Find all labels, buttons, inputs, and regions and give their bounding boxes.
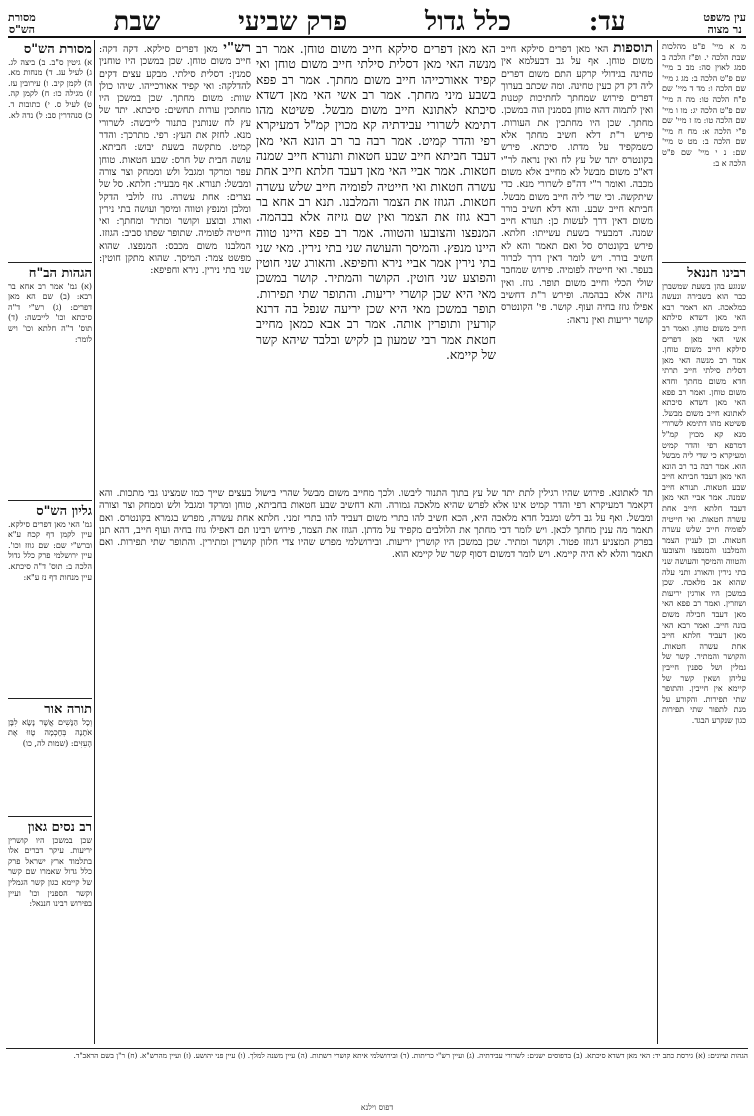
rabbeinu-chananel-title: רבינו חננאל xyxy=(687,266,746,281)
divider xyxy=(8,500,92,501)
page-header xyxy=(8,6,746,38)
chapter-name: כלל גדול xyxy=(424,7,511,37)
torah-ohr-title: תורה אור xyxy=(44,702,92,717)
footnotes-text: הגהות וציונים: (א) גירסת כתב יד: האי מאן דשדא סיכתא. (ב) בדפוסים ישנים: לשרורי עבידתיה. (ג) ועיין רש"י כריתות. (ד) ובירושלמי איתא קושרי רשתות. (ה) עיין משנה למלך. (ו) עיין פני יהושע. (ז) ועיין מהרש"א. (ח) ר"ן בשם הראב"ד. xyxy=(73,1051,748,1060)
hagahot-habach-column xyxy=(8,266,92,496)
ein-mishpat-text: מ א מיי' פ"ט מהלכות שבת הלכה י. ופ"ז הלכה ב סמג לאוין סה: מב ב מיי' שם פ"ט הלכה ב: מג ג מיי' שם הלכה ו: מד ד מיי' שם פ"ח הלכה טו: מה ה מיי' שם פ"ט הלכה יג: מו ו מיי' שם הלכה טו: מז ז מיי' שם פ"י הלכה א: מח ח מיי' שם הלכה ב: מט ט מיי' שם: נ י מיי' שם פ"ט הלכה א ב: xyxy=(662,42,746,168)
gilyon-hashas-title: גליון הש"ס xyxy=(36,504,92,519)
divider xyxy=(8,262,92,263)
hagahot-habach-title: הגהות הב"ח xyxy=(28,266,92,281)
gemara-text: הא מאן דפרים סילקא חייב משום טוחן. אמר רב מנשה האי מאן דסלית סילתי חייב משום טוחן ואי קפיד אאורכייהו חייב משום מחתך. אמר רב פפא בשבע מיני מחתך. אמר רב אשי האי מאן דשדא סיכתא לאתונא חייב משום מבשל. פשיטא מהו דתימא לשרורי עבידתיה קא מכוין קמ"ל דמעיקרא רפי והדר קמיט. אמר רבה בר רב הונא האי מאן דעבד חביתא חייב שבע חטאות ותנורא חייב שמנה חטאות. אמר אביי האי מאן דעבד חלתא חייב אחת עשרה חטאות ואי חייטיה לפומיה חייב שלש עשרה חטאות. הגוזז את הצמר והמלבנו. תנא רב אחא בר רבא גוזז את הצמר ואין שם גזיזה אלא בבהמה. המנפצו והצובעו והטווה. אמר רב פפא היינו טווה היינו מנפץ. והמיסך והעושה שני בתי נירין. מאי שני בתי נירין אמר אביי נירא וחפיפא. והאורג שני חוטין והפוצע שני חוטין. הקושר והמתיר. קושר במשכן מאי היא שכן קושרי יריעות. והתופר שתי תפירות. תופר במשכן מאי היא שכן יריעה שנפל בה דרנא קורעין ותופרין אותה. אמר רב אבא כמאן מחייב חטאת אמר רבי שמעון בן לקיש ובלבד שיהא קשר של קיימא. xyxy=(256,42,496,362)
divider xyxy=(8,816,92,817)
lower-commentary-block xyxy=(99,488,653,1043)
divider xyxy=(8,698,92,699)
hashas-label: הש"ס xyxy=(8,23,35,36)
rashi-text: מאן דפרים סילקא. דקה דקה: חייב משום טוחן. שכן במשכן היו טוחנין סמנין: דסלית סילתי. מבקע עצים דקים להדלקה: ואי קפיד אאורכייהו. שיהו כולן שוות: משום מחתך. שכן במשכן היו מחתכין עורות תחשים: סיכתא. יתד של עץ לח שנותנין בתנור לייבשה: לשרורי מנא. לחזק את העץ: רפי. מתרכך: והדר קמיט. מתקשה בשעת יבוש: חביתא. עושה חבית של חרס: שבע חטאות. טוחן עפר ומרקד ומגבל ולש וממחק וצר צורה ומבשל: תנורא. אף מבעיר: חלתא. סל של נצרים: אחת עשרה. גוזז לולבי הדקל ומלבן ומנפץ וטווה ומיסך ועושה בתי נירין ואורג ובוצע וקושר ומתיר ומחתך: ואי חייטיה לפומיה. שתופר שפתו סביב: הגוזז. המלבנו משום מכבס: המנפצו. שהוא מפשט צמר: המיסך. שהוא מתקן חוטין: שני בתי נירין. נירא וחפיפא: xyxy=(99,44,251,277)
header-ein-mishpat-label xyxy=(703,12,746,36)
divider xyxy=(657,40,658,1044)
torah-ohr-text: וְכָל הַנָּשִׁים אֲשֶׁר נָשָׂא לִבָּן אֹתָנָה בְּחָכְמָה טָווּ אֶת הָעִזִּים: (שמות לה, כו) xyxy=(8,717,92,748)
gemara-column xyxy=(256,42,496,482)
rabbeinu-chananel-text: שנוגע בהן בשעת שמשברן כבר הוא בשבירה ונעשה כמלאכה. הא דאמר רבא האי מאן דשדא סילתא חייב משום טוחן. ואמר רב אשי האי מאן דפרים סילקא חייב משום טוחן. אמר רב מנשה האי מאן דסלית סילתי חייב תרתי חדא משום מחתך וחדא משום טוחן. ואמר רב פפא האי מאן דשדא סיכתא לאתונא חייב משום מבשל. פשיטא מהו דתימא לשרורי מנא קא מכוין קמ"ל דמרפא רפי והדר קמיט ומעיקרא כי שדי ליה מבשל הוא. אמר רבה בר רב הונא האי מאן דעבד חביתא חייב שבע חטאות. תנורא חייב שמנה. אמר אביי האי מאן דעבד חלתא חייב אחת עשרה חטאות. ואי חייטיה לפומיה חייב שלש עשרה חטאות. וכן לעניין הצמר והמלבנו והמנפצו והצובעו והטווה והמיסך והעושה שני בתי נירין והאורג ותני עלה שהוא אב מלאכה. שכן במשכן היו אורגין יריעות ושוזרין. ואמר רב פפא האי מאן דעבד חבילה משום בונה חייב. ואמר רבא האי מאן דעביד חלתא חייב אחת עשרה חטאות. והקושר והמתיר. קשר של גמלין ושל ספנין חייבין עליהן ושאין קשר של קיימא אין חייבין. והתופר שתי תפירות. והקורע על מנת לתפור שתי תפירות כגון שנקרע הבגד. xyxy=(662,281,746,725)
divider xyxy=(662,262,746,263)
tractate-name: שבת xyxy=(113,7,161,37)
tosafot-column xyxy=(501,42,653,482)
gilyon-hashas-column xyxy=(8,504,92,694)
rabbeinu-chananel-column xyxy=(662,266,746,1042)
torah-ohr-column xyxy=(8,702,92,812)
mesoret-hashas-column xyxy=(8,42,92,257)
hagahot-habach-text: (א) גמ' אמר רב אחא בר רבא: (ב) שם הא מאן דפרים: (ג) רש"י ד"ה סיכתא וכו' לייבשה: (ד) תוס' ד"ה חלתא וכו' ויש לומר: xyxy=(8,281,92,344)
rashi-column xyxy=(99,42,251,482)
lower-commentary-text: תד לאתונא. פירוש שהיו רגילין לתת יתד של עץ בתוך התנור ליבשו. ולכך מחייב משום מבשל שהרי בישול בעצים שייך כמו שמצינו גבי מתכות. והא דקאמר דמעיקרא רפי והדר קמיט אינו אלא לפרש שהיא מלאכה גמורה. והא דחשיב שבע חטאות בחביתא, טוחן ומרקד ומגבל ולש וממחק וצר וצורה ומבשל. ואף על גב דלש ומגבל חדא מלאכה היא, הכא חשיב להו בתרי משום דעביד להו בתרי זמני. חלתא אחת עשרה, מפרש בגמרא בקונטרס. ואם תאמר מה ענין מחתך לכאן. ויש לומר דכי מחתך את הלולבים מקפיד על מדתן. הגוזז את הצמר, פירוש רבינו תם דאפילו גוזז בחיה ועוף חייב, דהא תנן בפרק המצניע דגוזז פטור. וקושר ומתיר. שכן במשכן היו קושרין יריעות. ובירושלמי מפרש שהיו צדי חלזון קושרין ומתירין. והתופר שתי תפירות. ואם תאמר והלא לא היה קיימא. ויש לומר דמשום דסוף קשר של קיימא הוא. xyxy=(99,488,653,561)
mesoret-label: מסורת xyxy=(8,11,36,24)
page-number: עד: xyxy=(588,7,626,37)
divider xyxy=(94,40,95,1044)
header-mesoret-label xyxy=(8,12,36,36)
mesoret-hashas-title: מסורת הש"ס xyxy=(23,42,92,57)
ner-mitzvah-label: נר מצוה xyxy=(707,23,742,36)
tosafot-lead-word: תוספות xyxy=(613,42,653,56)
rashi-lead-word: רש"י xyxy=(223,42,251,56)
gilyon-hashas-text: גמ' האי מאן דפרים סילקא. עיין לקמן דף קכח ע"א וברש"י שם: שם גוזז וכו'. עיין ירושלמי פרק כלל גדול הלכה ב: תוס' ד"ה סיכתא. עיין מנחות דף נז ע"א: xyxy=(8,519,92,582)
rav-nissim-gaon-column xyxy=(8,820,92,1042)
footer-signature: דפוס וילנא xyxy=(360,1103,394,1112)
rav-nissim-gaon-text: שכן במשכן היו קושרין יריעות. עיקר דברים אלו בתלמוד ארץ ישראל פרק כלל גדול שאמרו שם קשר של קיימא כגון קשר הגמלין וקשר הספנין וכו' ועיין בפירוש רבינו חננאל: xyxy=(8,835,92,909)
mesoret-hashas-text: א) גיטין ס"ב. ב) ביצה לג. ג) לעיל עג. ד) מנחות מא. ה) לקמן קיב. ו) עירובין עז. ז) מגילה כו: ח) לקמן קה. ט) לעיל ס. י) כתובות ד. כ) סנהדרין סב: ל) נדה לא. xyxy=(8,57,92,120)
ein-mishpat-column xyxy=(662,42,746,257)
chapter-number: פרק שביעי xyxy=(238,7,348,37)
ein-mishpat-label: עין משפט xyxy=(703,11,746,24)
tosafot-text: האי מאן דפרים סילקא חייב משום טוחן. אף על גב דבעלמא אין טחינה בגידולי קרקע התם משום דפרים ליה דק דק כעין טחינה. ומה שכתב בערוך דפרים פירוש שמחתך לחתיכות קטנות ואין לתמוה דהא טוחן בסמנין הוה במשכן. מחתך. שכן היו מחתכין את העורות. פירש ר"ת דלא חשיב מחתך אלא כשמקפיד על מדתו. סיכתא. פירש בקונטרס יתד של עץ לח ואין נראה לר"י דא"כ משום מבשל לא מחייב אלא משום מכבה. ואומר ר"י דה"פ לשרורי מנא. כדי שיתקשה. וכי שדי ליה חייב משום מבשל. חביתא חייב שבע. והא דלא חשיב בורר משום דאין דרך לעשות כן: תנורא חייב שמנה. דמבעיר בשעת עשייתו: חלתא. פירש בקונטרס סל ואם תאמר והא לא חשיב בורר. ויש לומר דאין דרך לברור בעפר. ואי חייטיה לפומיה. פירוש שמחבר שולי הכלי וחייב משום תופר. גוזז. ואין גזיזה אלא בבהמה. ופירש ר"ת דחשיב אפילו גוזז בחיה ועוף. קושר. פי' הקונטרס קושר יריעות ואין נראה: xyxy=(501,44,653,326)
rav-nissim-gaon-title: רב נסים גאון xyxy=(27,820,92,835)
